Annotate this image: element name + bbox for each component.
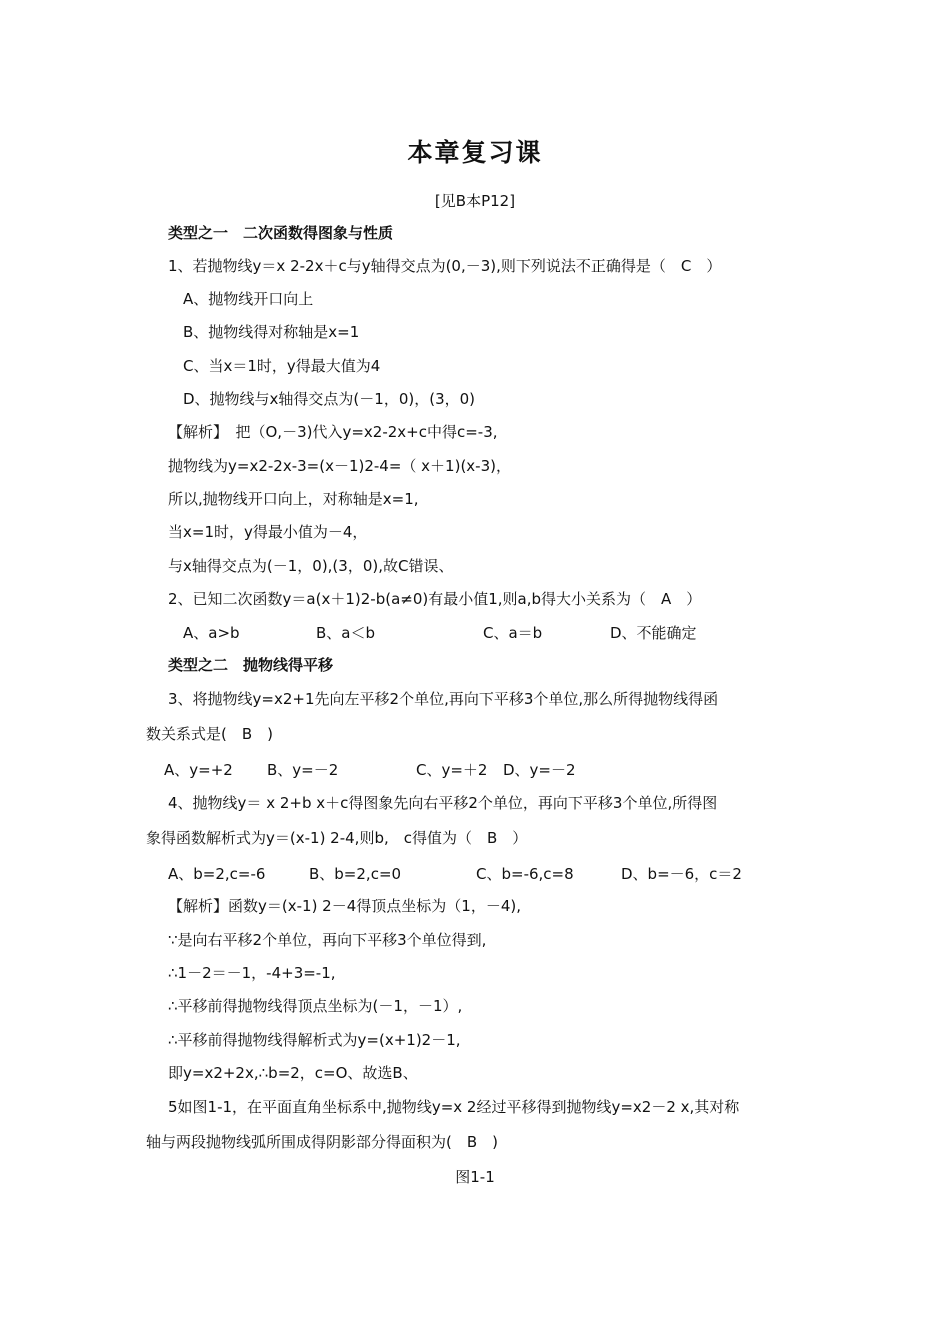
question-4-option-a: A、b=2,c=-6	[168, 865, 266, 883]
question-4-analysis-line: ∴平移前得抛物线得顶点坐标为(－1，－1）,	[168, 997, 463, 1015]
question-1-analysis-line: 【解析】 把（O,－3)代入y=x2-2x+c中得c=-3,	[168, 423, 498, 441]
question-3-option-c: C、y=＋2	[416, 761, 488, 779]
question-4-analysis-line: 即y=x2+2x,∴b=2，c=O、故选B、	[168, 1064, 418, 1082]
question-2-option-b: B、a＜b	[316, 624, 376, 642]
section-heading-2: 类型之二 抛物线得平移	[168, 656, 334, 674]
question-2-option-d: D、不能确定	[610, 624, 697, 642]
question-2-option-c: C、a＝b	[483, 624, 543, 642]
question-3-stem-line-2: 数关系式是( B )	[146, 725, 273, 743]
figure-caption: 图1-1	[455, 1168, 495, 1186]
question-1-option-a: A、抛物线开口向上	[183, 290, 314, 308]
question-2-stem: 2、已知二次函数y＝a(x＋1)2-b(a≠0)有最小值1,则a,b得大小关系为（ A ）	[168, 590, 702, 608]
question-1-analysis-line: 与x轴得交点为(－1，0),(3，0),故C错误、	[168, 557, 454, 575]
question-4-analysis-line: ∴1－2＝－1，-4+3=-1,	[168, 964, 336, 982]
question-4-analysis-line: ∵是向右平移2个单位，再向下平移3个单位得到,	[168, 931, 487, 949]
question-2-option-a: A、a>b	[183, 624, 240, 642]
question-1-option-d: D、抛物线与x轴得交点为(－1，0)，(3，0)	[183, 390, 476, 408]
question-1-stem: 1、若抛物线y＝x 2-2x＋c与y轴得交点为(0,－3),则下列说法不正确得是（ C ）	[168, 257, 722, 275]
question-4-option-c: C、b=-6,c=8	[476, 865, 574, 883]
question-5-stem-line-1: 5如图1-1，在平面直角坐标系中,抛物线y=x 2经过平移得到抛物线y=x2－2 x,其对称	[168, 1098, 740, 1116]
question-1-analysis-line: 抛物线为y=x2-2x-3=(x－1)2-4=（ x＋1)(x-3)，	[168, 457, 511, 475]
page-title: 本章复习课	[407, 138, 543, 167]
question-3-stem-line-1: 3、将抛物线y=x2+1先向左平移2个单位,再向下平移3个单位,那么所得抛物线得函	[168, 690, 719, 708]
question-3-option-d: D、y=－2	[503, 761, 576, 779]
question-1-analysis-line: 当x=1时，y得最小值为－4，	[168, 523, 368, 541]
question-1-analysis-line: 所以,抛物线开口向上，对称轴是x=1,	[168, 490, 419, 508]
section-heading-1: 类型之一 二次函数得图象与性质	[168, 224, 394, 242]
book-reference: [见B本P12]	[434, 192, 516, 210]
question-4-option-d: D、b=－6，c＝2	[621, 865, 742, 883]
question-3-option-b: B、y=－2	[267, 761, 339, 779]
question-4-analysis-line: ∴平移前得抛物线得解析式为y=(x+1)2－1,	[168, 1031, 461, 1049]
question-4-option-b: B、b=2,c=0	[309, 865, 402, 883]
question-4-stem-line-1: 4、抛物线y＝ x 2+b x＋c得图象先向右平移2个单位，再向下平移3个单位,所得图	[168, 794, 718, 812]
question-1-option-b: B、抛物线得对称轴是x=1	[183, 323, 360, 341]
question-3-option-a: A、y=+2	[164, 761, 233, 779]
question-4-stem-line-2: 象得函数解析式为y＝(x-1) 2-4,则b, c得值为（ B ）	[146, 829, 528, 847]
question-5-stem-line-2: 轴与两段抛物线弧所围成得阴影部分得面积为( B )	[146, 1133, 498, 1151]
question-1-option-c: C、当x＝1时，y得最大值为4	[183, 357, 381, 375]
question-4-analysis-line: 【解析】函数y＝(x-1) 2－4得顶点坐标为（1，－4),	[168, 897, 521, 915]
